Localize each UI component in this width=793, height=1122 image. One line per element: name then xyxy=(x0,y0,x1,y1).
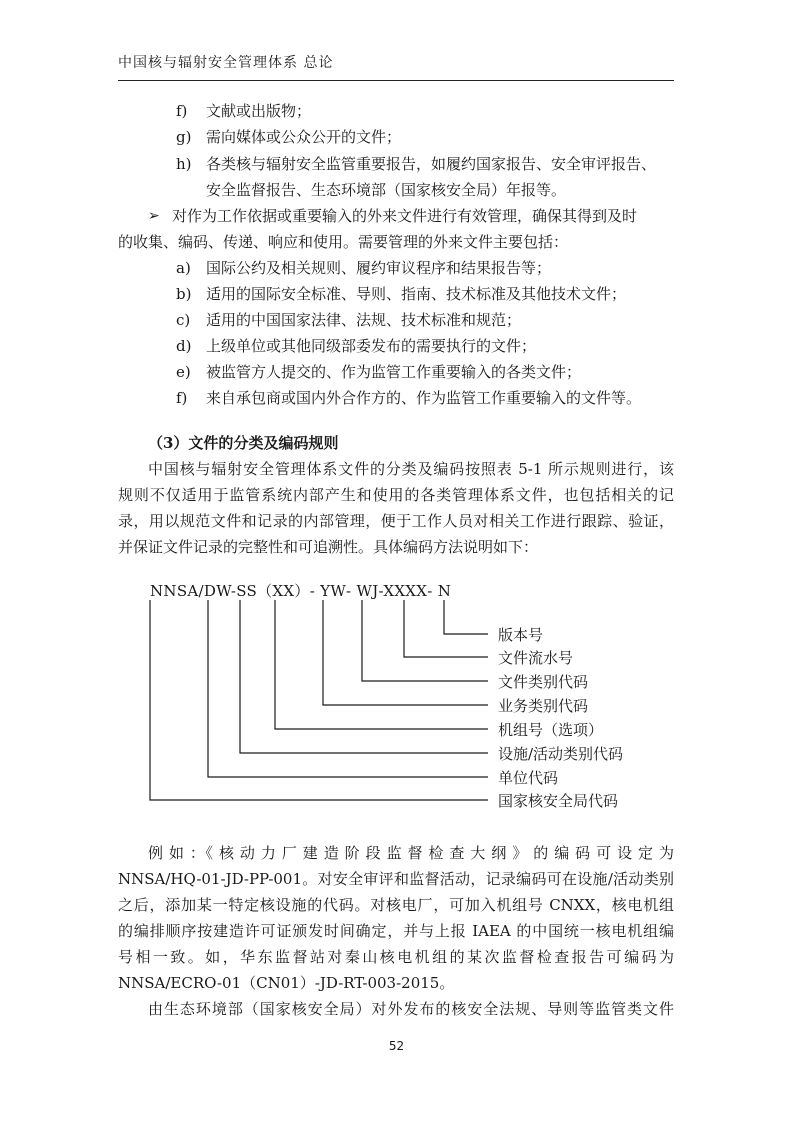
paragraph-3: 由生态环境部（国家核安全局）对外发布的核安全法规、导则等监管类文件 xyxy=(148,1000,674,1018)
code-part-agency-unit-facility: NNSA/DW-SS xyxy=(150,582,258,600)
list-item-text: 各类核与辐射安全监管重要报告，如履约国家报告、安全审评报告、 xyxy=(206,155,657,173)
list-item-label: c) xyxy=(176,311,191,329)
code-label-agency: 国家核安全局代码 xyxy=(498,792,619,810)
list-item-text-cont: 安全监督报告、生态环境部（国家核安全局）年报等。 xyxy=(206,181,567,199)
code-label-facility: 设施/活动类别代码 xyxy=(498,745,624,763)
connector-unit xyxy=(208,600,488,777)
paragraph-line: NNSA/ECRO-01（CN01）-JD-RT-003-2015。 xyxy=(118,974,455,992)
code-label-unit: 单位代码 xyxy=(498,769,559,787)
list-item-label: d) xyxy=(176,337,192,355)
list-item-label: f) xyxy=(176,102,188,120)
paragraph-line: 的编排顺序按建造许可证颁发时间确定，并与上报 IAEA 的中国统一核电机组编 xyxy=(118,922,674,940)
connector-business xyxy=(323,600,488,705)
list-item-text: 适用的国际安全标准、导则、指南、技术标准及其他技术文件； xyxy=(206,285,627,303)
code-part-version: - N xyxy=(427,582,452,600)
paragraph-line: 录，用以规范文件和记录的内部管理，便于工作人员对相关工作进行跟踪、验证， xyxy=(118,512,674,530)
code-part-unit-number: （XX） xyxy=(257,582,310,600)
list-item-text: 适用的中国国家法律、法规、技术标准和规范； xyxy=(206,311,522,329)
code-label-version: 版本号 xyxy=(498,626,544,644)
list-item-label: h) xyxy=(176,155,192,173)
code-label-serial: 文件流水号 xyxy=(498,649,574,667)
paragraph-line: 中国核与辐射安全管理体系文件的分类及编码按照表 5-1 所示规则进行，该 xyxy=(148,460,674,478)
bullet-line-2: 的收集、编码、传递、响应和使用。需要管理的外来文件主要包括： xyxy=(118,233,569,251)
list-item-text: 文献或出版物； xyxy=(206,102,312,120)
connector-serial xyxy=(404,600,488,657)
paragraph-line: 之后，添加某一特定核设施的代码。对核电厂，可加入机组号 CNXX，核电机组 xyxy=(118,896,674,914)
code-part-business: - YW xyxy=(309,582,347,600)
list-item-label: a) xyxy=(176,259,191,277)
list-item-label: f) xyxy=(176,389,188,407)
paragraph-line: 规则不仅适用于监管系统内部产生和使用的各类管理体系文件，也包括相关的记 xyxy=(118,486,674,504)
arrow-bullet-icon: ➢ xyxy=(148,208,160,224)
paragraph-line: 并保证文件记录的完整性和可追溯性。具体编码方法说明如下： xyxy=(118,538,539,556)
paragraph-line: 号相一致。如，华东监督站对秦山核电机组的某次监督检查报告可编码为 xyxy=(118,948,674,966)
paragraph-line: 例 如 ：《 核 动 力 厂 建 造 阶 段 监 督 检 查 大 纲 》 的 编 码 可 设 定 为 xyxy=(148,844,674,862)
code-label-business: 业务类别代码 xyxy=(498,697,589,715)
bullet-line-1: 对作为工作依据或重要输入的外来文件进行有效管理，确保其得到及时 xyxy=(172,207,638,225)
connector-version xyxy=(444,600,488,634)
section-heading: （3）文件的分类及编码规则 xyxy=(148,434,339,452)
connector-unit-number xyxy=(275,600,488,729)
connector-agency xyxy=(150,600,488,800)
list-item-text: 被监管方人提交的、作为监管工作重要输入的各类文件； xyxy=(206,363,582,381)
page-number: 52 xyxy=(388,1039,405,1053)
list-item-text: 来自承包商或国内外合作方的、作为监管工作重要输入的文件等。 xyxy=(206,389,642,407)
list-item-label: g) xyxy=(176,128,192,146)
paragraph-line: NNSA/HQ-01-JD-PP-001。对安全审评和监督活动，记录编码可在设施/活动类别 xyxy=(118,870,674,888)
connector-facility xyxy=(240,600,488,753)
header-title: 中国核与辐射安全管理体系 总论 xyxy=(118,55,334,71)
code-part-serial: -XXXX xyxy=(378,582,428,600)
code-part-doc-type: - WJ xyxy=(346,582,379,600)
code-label-unit-number: 机组号（选项） xyxy=(498,721,604,739)
code-label-doc-type: 文件类别代码 xyxy=(498,673,589,691)
list-item-text: 上级单位或其他同级部委发布的需要执行的文件； xyxy=(206,337,537,355)
list-item-label: e) xyxy=(176,363,191,381)
list-item-label: b) xyxy=(176,285,192,303)
connector-doc-type xyxy=(362,600,488,681)
list-item-text: 国际公约及相关规则、履约审议程序和结果报告等； xyxy=(206,259,552,277)
list-item-text: 需向媒体或公众公开的文件； xyxy=(206,128,402,146)
